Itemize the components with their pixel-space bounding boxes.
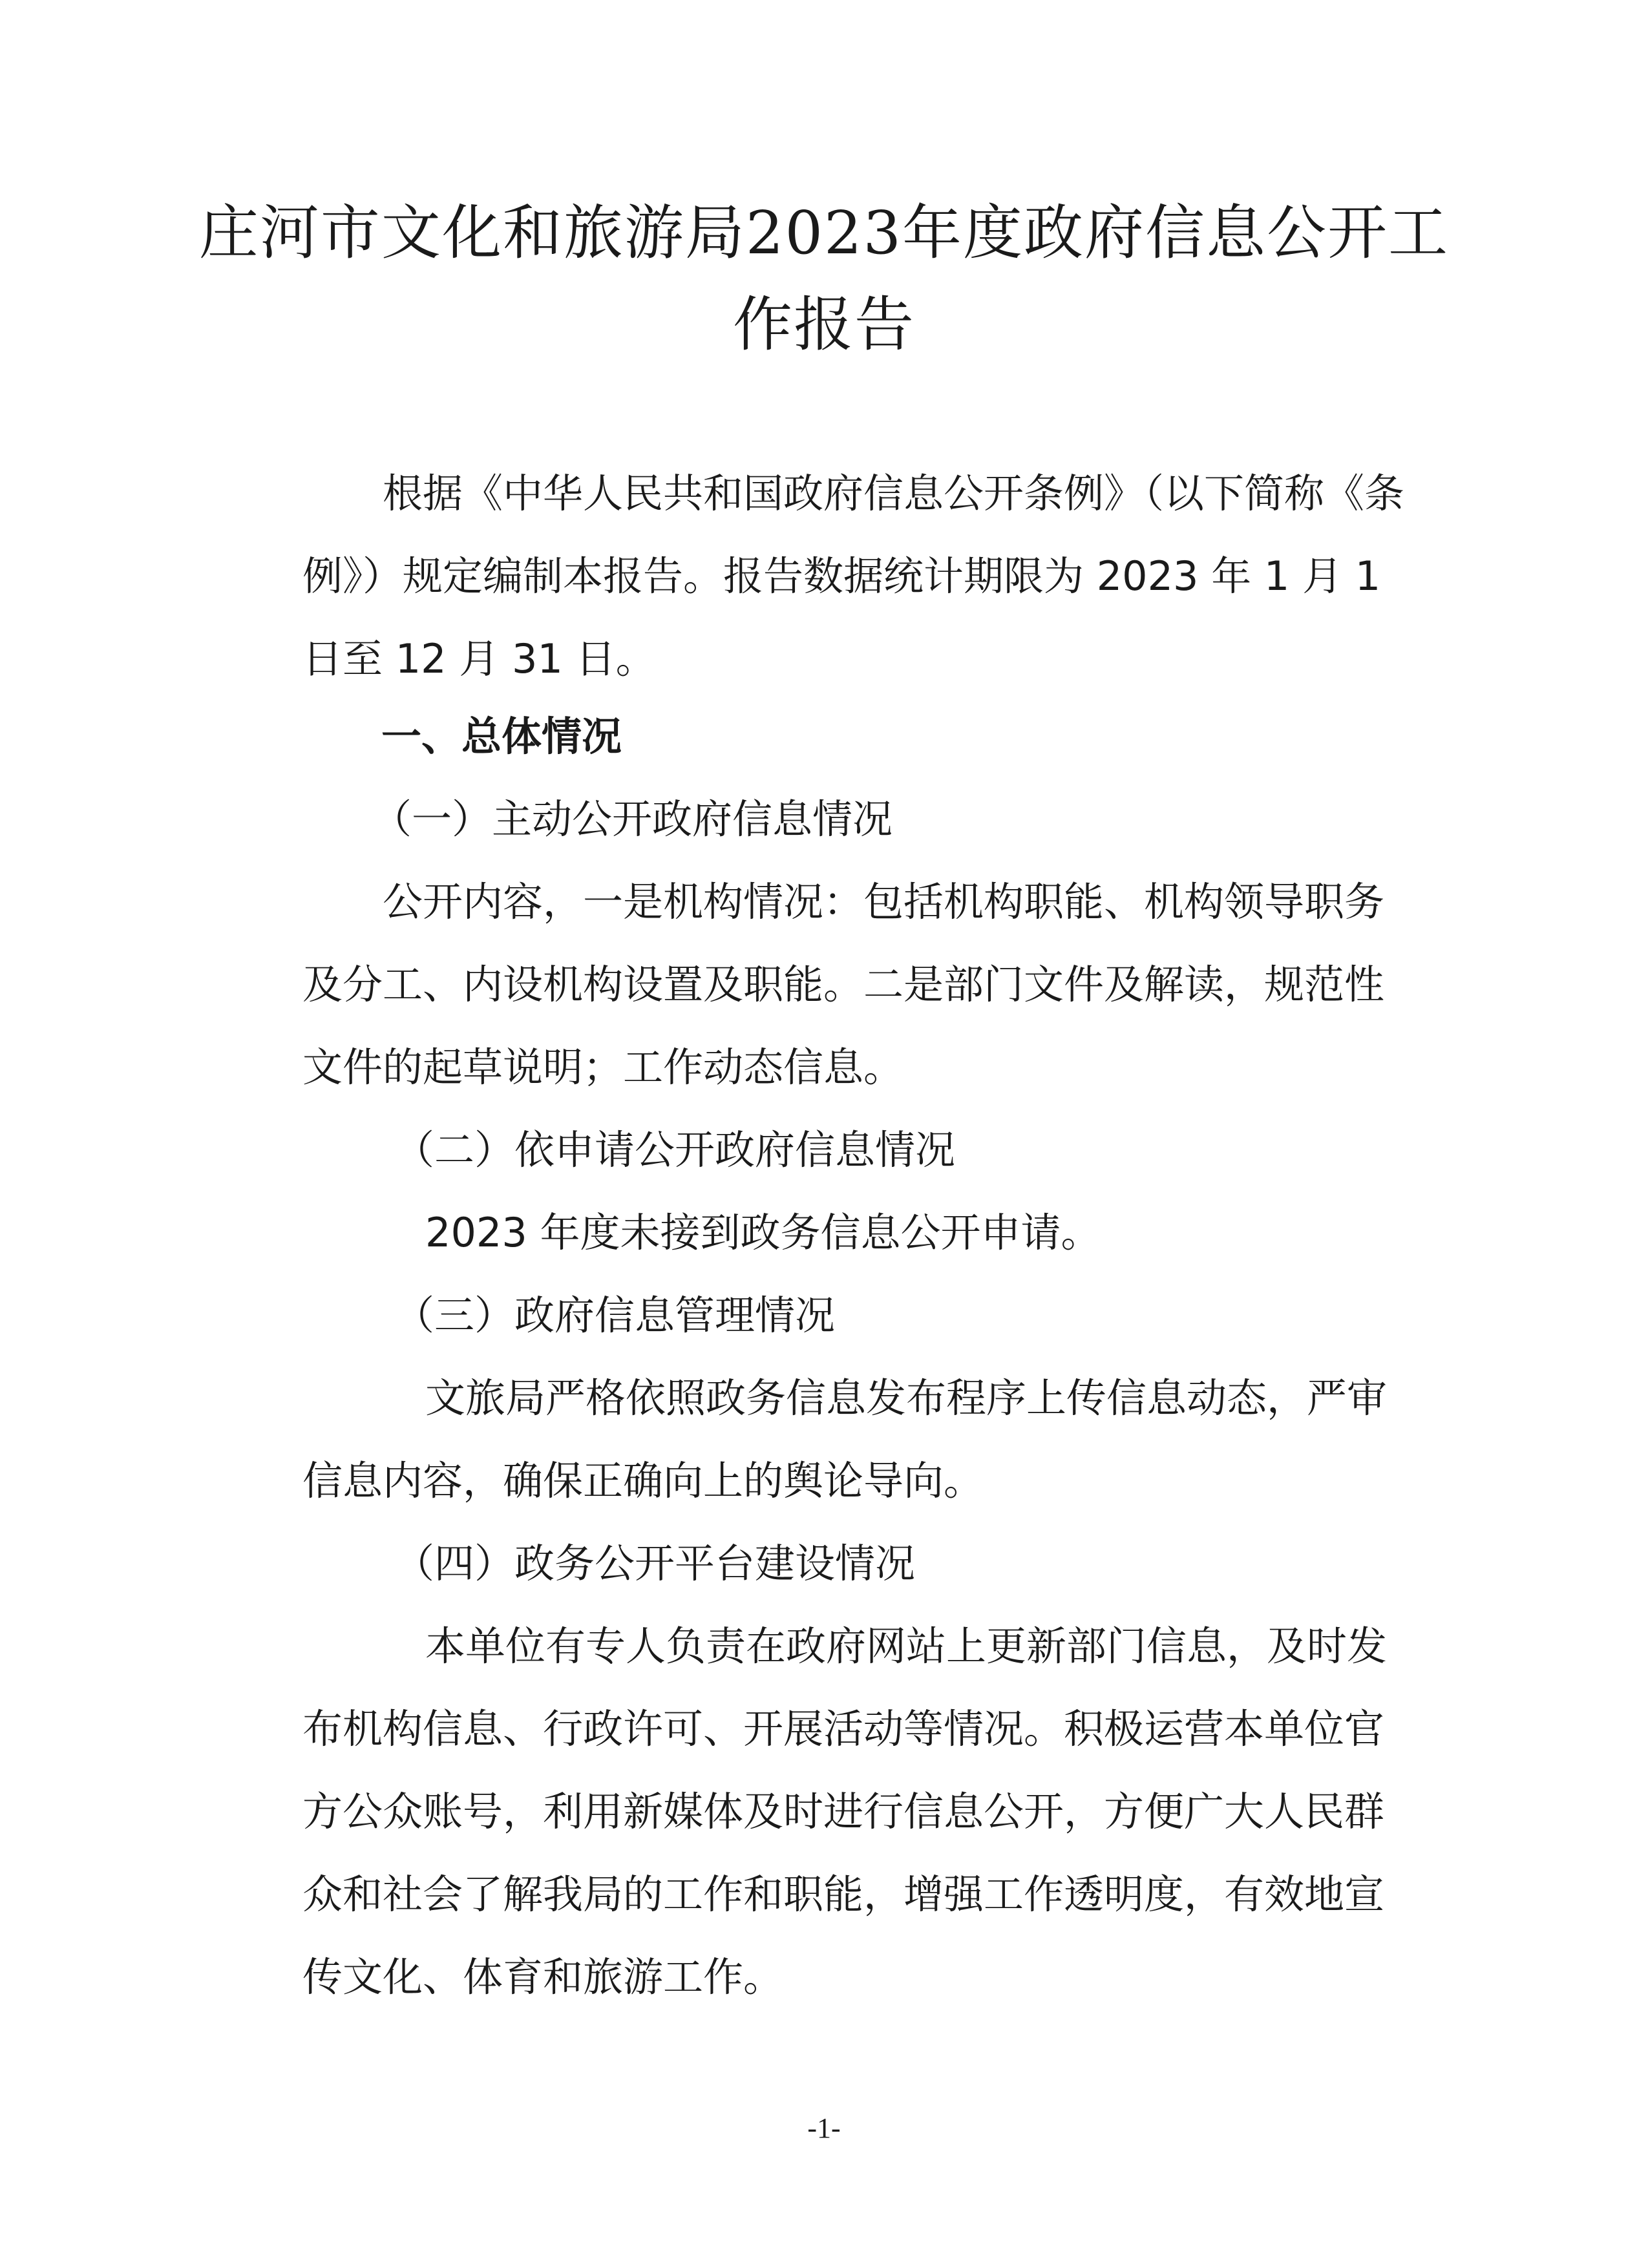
paragraph-platform: 本单位有专人负责在政府网站上更新部门信息，及时发布机构信息、行政许可、开展活动等情况。积极运营本单位官方公众账号，利用新媒体及时进行信息公开，方便广大人民群众和社会了解我局的工作和职能，增强工作透明度，有效地宣传文化、体育和旅游工作。 [302,1622,1388,2000]
document-title: 庄河市文化和旅游局2023年度政府信息公开工作报告 [198,198,1450,359]
paragraph-management: 文旅局严格依照政务信息发布程序上传信息动态，严审信息内容，确保正确向上的舆论导向。 [302,1374,1388,1504]
paragraph-proactive: 公开内容，一是机构情况：包括机构职能、机构领导职务及分工、内设机构设置及职能。二是部门文件及解读，规范性文件的起草说明；工作动态信息。 [302,878,1385,1091]
page-number: -1- [807,2112,841,2144]
paragraph-application: 2023 年度未接到政务信息公开申请。 [425,1209,1101,1256]
subsection-heading-management: （三）政府信息管理情况 [394,1292,836,1339]
subsection-heading-proactive: （一）主动公开政府信息情况 [372,795,893,843]
section-heading-overview: 一、总体情况 [381,713,622,760]
subsection-heading-application: （二）依申请公开政府信息情况 [394,1126,956,1173]
intro-paragraph: 根据《中华人民共和国政府信息公开条例》（以下简称《条例》）规定编制本报告。报告数据统计期限为 2023 年 1 月 1 日至 12 月 31 日。 [302,470,1405,682]
subsection-heading-platform: （四）政务公开平台建设情况 [394,1540,916,1587]
